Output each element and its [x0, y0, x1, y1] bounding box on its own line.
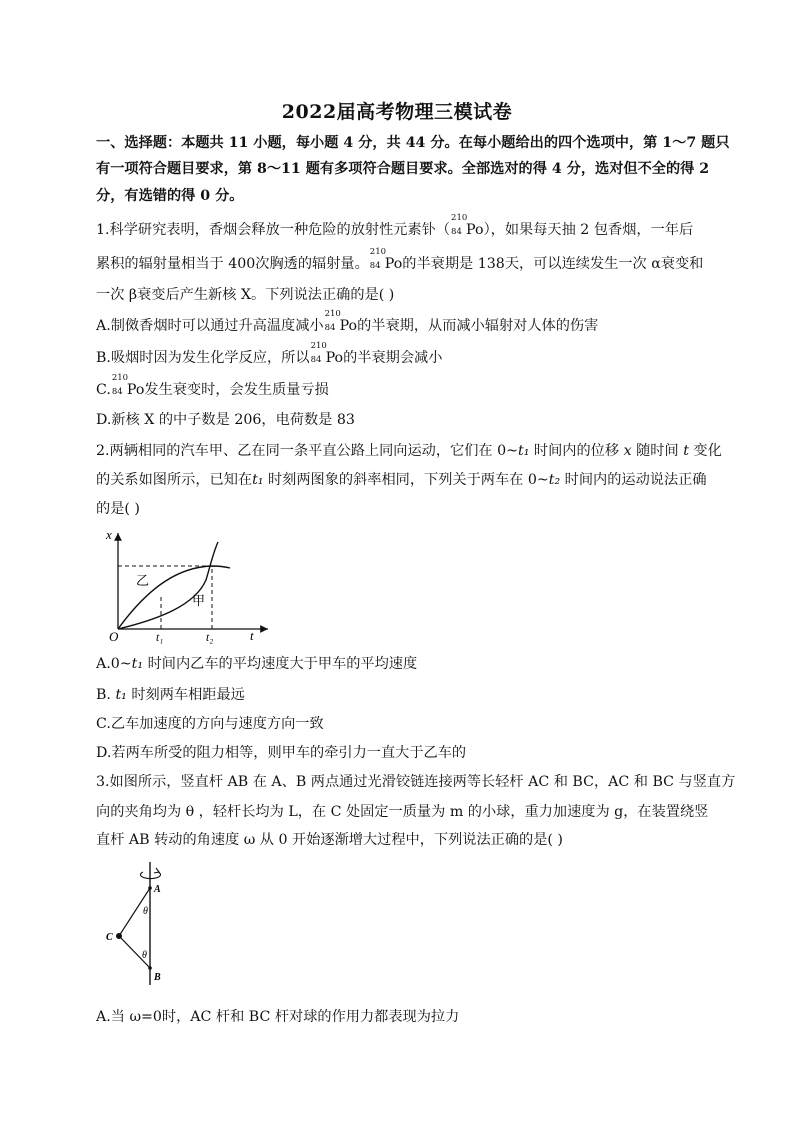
section-instructions-line-1: 一、选择题：本题共 11 小题，每小题 4 分，共 44 分。在每小题给出的四个选项中，第 1～7 题只	[96, 135, 730, 151]
theta-bottom-label: θ	[142, 950, 147, 961]
y-axis-label: x	[106, 527, 112, 542]
q1-option-d[interactable]: D.新核 X 的中子数是 206，电荷数是 83	[96, 412, 355, 428]
hinge-b	[148, 966, 152, 970]
polonium-nuclide: 210 84 Po	[451, 213, 484, 238]
q2-stem-line-3: 的是( )	[96, 501, 140, 517]
label-b: B	[154, 972, 161, 983]
q3-stem-line-1: 3.如图所示，竖直杆 AB 在 A、B 两点通过光滑铰链连接两等长轻杆 AC 和 BC，AC 和 BC 与竖直方	[96, 774, 736, 790]
q1-option-c[interactable]: C. 210 84 Po发生衰变时，会发生质量亏损	[96, 373, 329, 398]
q3-stem-line-2: 向的夹角均为 θ ，轻杆长均为 L，在 C 处固定一质量为 m 的小球，重力加速度为 g，在装置绕竖	[96, 804, 709, 820]
label-a: A	[154, 884, 161, 895]
section-instructions-line-2: 有一项符合题目要求，第 8～11 题有多项符合题目要求。全部选对的得 4 分，选对但不全的得 2	[96, 161, 710, 177]
page-title: 2022届高考物理三模试卷	[281, 101, 513, 123]
q1-option-a[interactable]: A.制傚香烟时可以通过升高温度减小 210 84 Po的半衰期，从而减小辐射对人体的伤害	[96, 309, 599, 334]
theta-top-label: θ	[143, 906, 148, 917]
hinge-a	[148, 886, 152, 890]
rotation-arrowhead-icon	[154, 868, 159, 873]
t2-tick-label: t₂	[206, 632, 214, 644]
curve-jia	[118, 542, 218, 629]
q1-text: ），如果每天抽 2 包香烟，一年后	[483, 222, 694, 238]
curve-yi-label: 乙	[136, 573, 150, 588]
label-c: C	[106, 932, 113, 943]
q1-stem-line-1	[96, 213, 694, 240]
q1-text: 1.科学研究表明，香烟会释放一种危险的放射性元素钋（	[96, 222, 451, 238]
ball-c	[116, 933, 122, 939]
q1-option-b[interactable]: B.吸烟时因为发生化学反应，所以 210 84 Po的半衰期会减小	[96, 341, 443, 366]
section-instructions-line-3: 分，有选错的得 0 分。	[96, 188, 244, 204]
q2-option-c[interactable]: C.乙车加速度的方向与速度方向一致	[96, 716, 324, 732]
q2-stem-line-2: 的关系如图所示，已知在t₁ 时刻两图象的斜率相同，下列关于两车在 0~t₂ 时间内的运动说法正确	[96, 472, 707, 488]
q2-option-b[interactable]: B. t₁ 时刻两车相距最远	[96, 687, 245, 703]
q2-option-d[interactable]: D.若两车所受的阻力相等，则甲车的牵引力一直大于乙车的	[96, 745, 467, 761]
xt-graph	[100, 525, 275, 645]
curve-yi	[118, 566, 230, 629]
polonium-nuclide: 210 84 Po	[310, 341, 344, 366]
q1-stem-line-2: 累积的辐射量相当于 400次胸透的辐射量。 210 84 Po的半衰期是 138天，可以连续发生一次 α衰变和	[96, 247, 704, 272]
origin-label: O	[109, 629, 119, 644]
q2-stem-line-1: 2.两辆相同的汽车甲、乙在同一条平直公路上同向运动，它们在 0~t₁ 时间内的位移 x 随时间 t 变化	[96, 443, 722, 459]
q3-option-a[interactable]: A.当 ω=0时，AC 杆和 BC 杆对球的作用力都表现为拉力	[96, 1009, 460, 1025]
polonium-nuclide: 210 84 Po	[324, 309, 358, 334]
q2-option-a[interactable]: A.0~t₁ 时间内乙车的平均速度大于甲车的平均速度	[96, 656, 418, 672]
q3-stem-line-3: 直杆 AB 转动的角速度 ω 从 0 开始逐渐增大过程中，下列说法正确的是( )	[96, 832, 563, 848]
x-axis-label: t	[250, 628, 254, 643]
polonium-nuclide: 210 84 Po	[369, 247, 403, 272]
polonium-nuclide: 210 84 Po	[111, 373, 145, 398]
rod-hinge-figure	[100, 860, 190, 990]
curve-jia-label: 甲	[192, 593, 206, 608]
t1-tick-label: t₁	[156, 632, 164, 644]
q1-stem-line-3: 一次 β衰变后产生新核 X。下列说法正确的是( )	[96, 287, 395, 303]
